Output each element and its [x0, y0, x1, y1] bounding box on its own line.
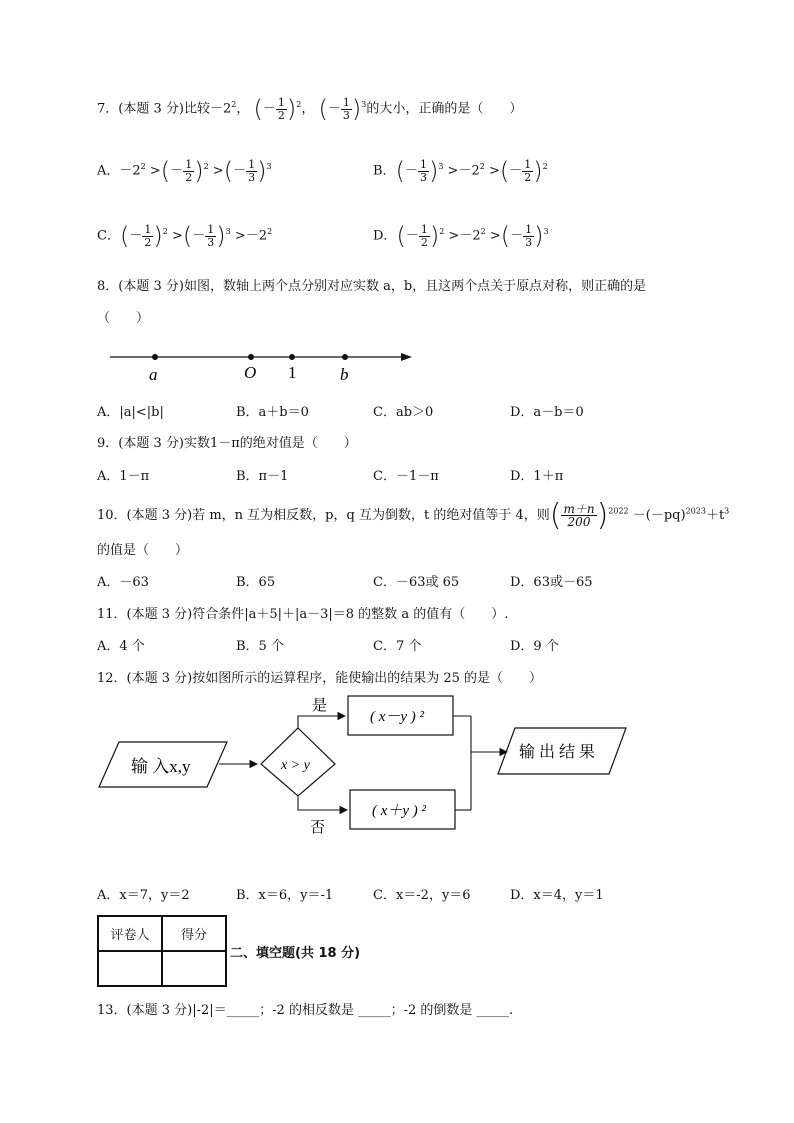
label-b: b — [340, 365, 349, 384]
yes-label: 是 — [312, 698, 328, 714]
q12-option-d: D．x＝4，y＝1 — [510, 888, 604, 903]
point-a — [152, 354, 158, 360]
q10-option-c: C．－63或 65 — [373, 575, 460, 590]
q8-option-a: A．|a|<|b| — [97, 405, 164, 420]
flowchart-figure — [95, 690, 635, 840]
q10-exponent-3: 3 — [724, 506, 730, 516]
arrow-no — [298, 796, 347, 810]
q10-option-a: A．－63 — [97, 575, 149, 590]
q8-option-c: C．ab＞0 — [373, 405, 434, 420]
q10-option-b: B．65 — [236, 575, 276, 590]
yes-box-label: ( x－y ) ² — [370, 709, 425, 725]
q10-stem-prefix: 10．(本题 3 分)若 m，n 互为相反数，p，q 互为倒数，t 的绝对值等于 4，则 — [97, 508, 550, 523]
q10-exponent-2: 2023 — [685, 506, 706, 516]
label-a: a — [149, 365, 158, 384]
q7-option-b: B．(－ $\frac{1}{3}$ )$^3 >-2^2$ >(－ $\frac{1}{2}$ )$^2$ — [373, 157, 548, 185]
q11-option-d: D．9 个 — [510, 639, 559, 654]
q9-option-a: A．1－π — [97, 469, 150, 484]
score-cell[interactable] — [162, 951, 226, 986]
point-origin — [248, 354, 254, 360]
question-8-stem: 8．(本题 3 分)如图，数轴上两个点分别对应实数 a，b，且这两个点关于原点对称，则正确的是 — [97, 279, 647, 294]
point-b — [342, 354, 348, 360]
q7-stem-suffix: 的大小，正确的是（ ） — [366, 101, 523, 117]
decision-label: x > y — [281, 758, 310, 773]
point-one — [289, 354, 295, 360]
q10-tail-term: ＋t — [705, 508, 725, 523]
question-10-stem: 10．(本题 3 分)若 m，n 互为相反数，p，q 互为倒数，t 的绝对值等于 4，则( $\frac{m+n}{200}$ )$^{2022} -(-pq)^{2023}+t^3$ — [97, 498, 730, 533]
q10-line-2: 的值是（ ） — [97, 543, 189, 558]
q10-middle-term: －(－pq) — [632, 508, 686, 523]
no-box-label: ( x＋y ) ² — [372, 803, 427, 819]
q7-option-c: C．(－ $\frac{1}{2}$ )$^2$ >(－ $\frac{1}{3}$ )$^3 >-2^2$ — [97, 222, 273, 250]
q10-exponent-1: 2022 — [608, 506, 629, 516]
number-line-arrow — [401, 353, 412, 361]
arrow-yes — [298, 716, 345, 728]
question-12-stem: 12．(本题 3 分)按如图所示的运算程序，能使输出的结果为 25 的是（ ） — [97, 671, 543, 686]
number-line-figure — [100, 342, 420, 387]
score-table — [97, 915, 227, 987]
question-7-stem: 7．(本题 3 分)比较$-2^2$， (－ $\frac{1}{2}$ )$^2$， (－ $\frac{1}{3}$ )$^3$的大小，正确的是（ ） — [97, 95, 523, 123]
reviewer-header: 评卷人 — [98, 916, 162, 951]
q7-stem-prefix: 7．(本题 3 分)比较－ — [97, 101, 223, 117]
q7-option-d: D．(－ $\frac{1}{2}$ )$^2 >-2^2$ >(－ $\frac{1}{3}$ )$^3$ — [373, 222, 549, 250]
q8-option-b: B．a＋b＝0 — [236, 405, 309, 420]
score-header: 得分 — [162, 916, 226, 951]
q11-option-a: A．4 个 — [97, 639, 145, 654]
q12-option-b: B．x＝6，y＝-1 — [236, 888, 334, 903]
q9-option-b: B．π－1 — [236, 469, 289, 484]
input-label: 输 入x,y — [131, 757, 191, 776]
q8-blank: （ ） — [97, 311, 150, 326]
section-2-title: 二、填空题(共 18 分) — [230, 946, 361, 961]
q10-frac-numerator: m＋n — [563, 502, 595, 516]
q12-option-c: C．x＝-2，y＝6 — [373, 888, 471, 903]
q9-option-d: D．1＋π — [510, 469, 564, 484]
question-11-stem: 11．(本题 3 分)符合条件|a＋5|＋|a－3|＝8 的整数 a 的值有（ ）. — [97, 607, 509, 622]
label-origin: O — [244, 363, 257, 382]
q9-option-c: C．－1－π — [373, 469, 439, 484]
label-one: 1 — [288, 363, 297, 382]
output-label: 输 出 结 果 — [519, 744, 596, 761]
q10-option-d: D．63或－65 — [510, 575, 593, 590]
q10-frac-denominator: 200 — [567, 515, 591, 529]
reviewer-cell[interactable] — [98, 951, 162, 986]
q11-option-b: B．5 个 — [236, 639, 284, 654]
q11-option-c: C．7 个 — [373, 639, 422, 654]
q8-option-d: D．a－b＝0 — [510, 405, 584, 420]
question-9-stem: 9．(本题 3 分)实数1－π的绝对值是（ ） — [97, 436, 357, 451]
q12-option-a: A．x＝7，y＝2 — [97, 888, 190, 903]
no-label: 否 — [310, 820, 326, 836]
q7-option-a: A．$-2^2$ >(－ $\frac{1}{2}$ )$^2$ >(－ $\frac{1}{3}$ )$^3$ — [97, 157, 272, 185]
question-13-stem: 13．(本题 3 分)|-2|＝_____；-2 的相反数是 _____；-2 的倒数是 _____. — [97, 1003, 514, 1018]
